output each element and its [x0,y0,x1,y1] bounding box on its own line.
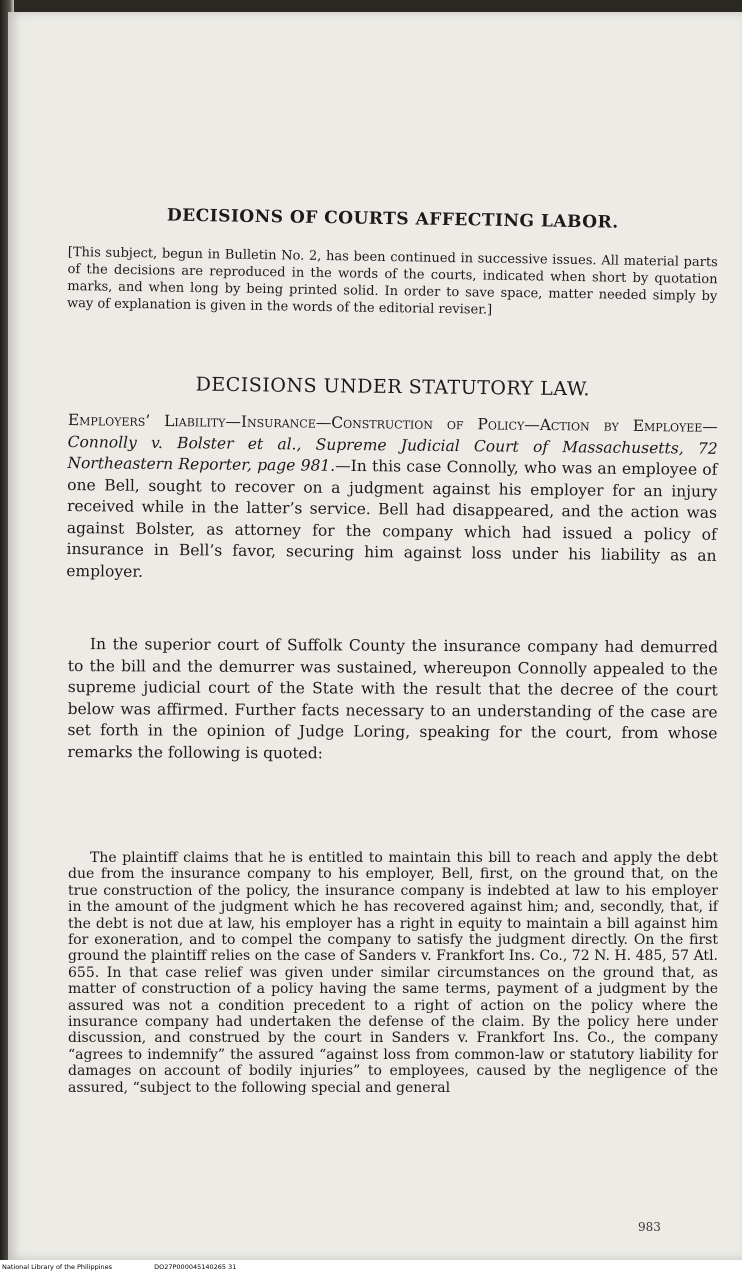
case-summary: —In this case Connolly, who was an employee of one Bell, sought to recover on a judgment against his employer for an injury received while in the latter’s service. Bell had disappeared, and the action was against Bolster, as attorney for the company which had issued a policy of insurance in Bell’s favor, securing him against loss under his liability as an employer. [66,456,718,581]
case-paragraph [66,410,718,589]
document-page [8,12,742,1260]
case-caption: Employers’ Liability—Insurance—Construction of Policy—Action by Employee— [67,410,718,436]
section-heading: DECISIONS UNDER STATUTORY LAW. [195,373,591,401]
case-citation: Connolly v. Bolster et al., Supreme Judicial Court of Massachusetts, 72 Northeastern Reporter, page 981. [67,432,718,475]
body-paragraph: In the superior court of Suffolk County the insurance company had demurred to the bill and the demurrer was sustained, whereupon Connolly appealed to the supreme judicial court of the State with the result that the decree of the court below was affirmed. Further facts necessary to an understanding of the case are set forth in the opinion of Judge Loring, speaking for the court, from whose remarks the following is quoted: [67,635,718,762]
footer-library: National Library of the Philippines [2,1263,113,1271]
page-number: 983 [638,1220,661,1234]
page-title: DECISIONS OF COURTS AFFECTING LABOR. [166,205,619,233]
footer-identifier: DO27P000045140265 31 [154,1263,237,1271]
court-opinion-quote: The plaintiff claims that he is entitled to maintain this bill to reach and apply the debt due from the insurance company to his employer, Bell, first, on the ground that, on the true construction of the policy, the insurance company is indebted at law to his employer in the amount of the judgment which he has recovered against him; and, secondly, that, if the debt is not due at law, his employer has a right in equity to maintain a bill against him for exoneration, and to compel the company to satisfy the judgment directly. On the first ground the plaintiff relies on the case of Sanders v. Frankfort Ins. Co., 72 N. H. 485, 57 Atl. 655. In that case relief was given under similar circumstances on the ground that, as matter of construction of a policy having the same terms, payment of a judgment by the assured was not a condition precedent to a right of action on the policy where the insurance company had undertaken the defense of the claim. By the policy here under discussion, and construed by the court in Sanders v. Frankfort Ins. Co., the company “agrees to indemnify” the assured “against loss from common-law or statutory liability for damages on account of bodily injuries” to employees, caused by the negligence of the assured, “subject to the following special and general [68,850,718,1096]
scan-footer [0,1260,742,1274]
editorial-note: [This subject, begun in Bulletin No. 2, has been continued in successive issues. All material parts of the decisions are reproduced in the words of the courts, indicated when short by quotation marks, and when long by being printed solid. In order to save space, matter needed simply by way of explanation is given in the words of the editorial reviser.] [66,244,718,318]
